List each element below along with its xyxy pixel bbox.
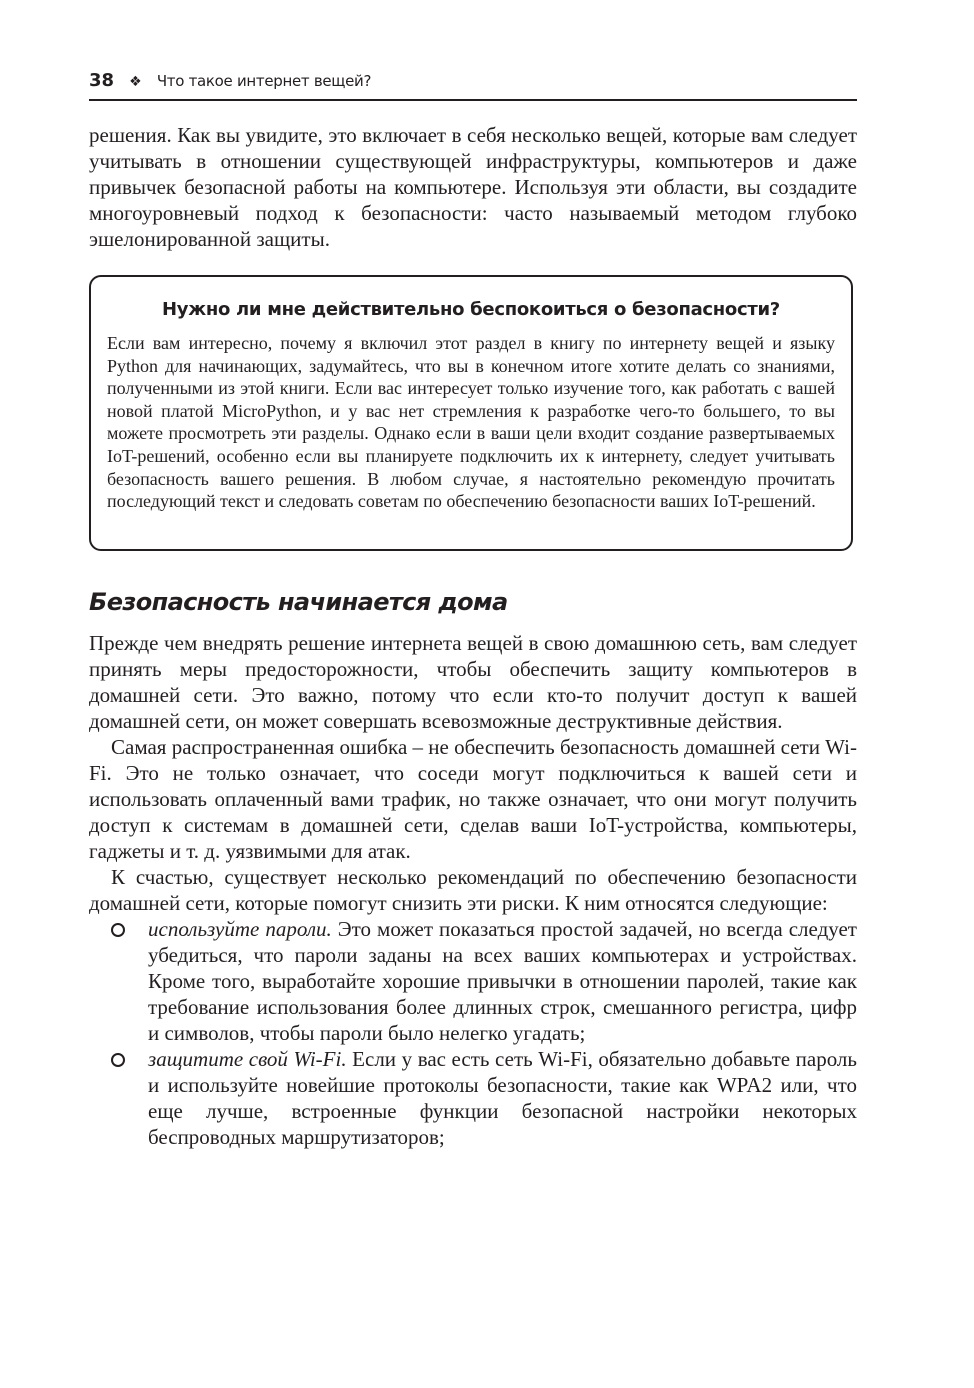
list-item-text: Если у вас есть сеть Wi-Fi, обязательно добавьте пароль и используйте новейшие протоколы безопасности, такие как WPA2 или, что еще лучше, встроенные функции безопасной настройки некоторых беспроводных маршрутизаторов; xyxy=(148,1047,857,1149)
running-header xyxy=(89,70,857,101)
page-number: 38 xyxy=(89,70,115,91)
paragraph: Самая распространенная ошибка – не обеспечить безопасность домашней сети Wi-Fi. Это не только означает, что соседи могут подключиться к вашей сети и использовать оплаченный вами трафик, но также означает, что они могут получить доступ к системам в домашней сети, сделав ваши IoT-устройства, компьютеры, гаджеты и т. д. уязвимыми для атак. xyxy=(89,735,857,863)
list-item xyxy=(89,916,857,1046)
chapter-title: Что такое интернет вещей? xyxy=(156,72,372,90)
paragraph: К счастью, существует несколько рекомендаций по обеспечению безопасности домашней сети, которые помогут снизить эти риски. К ним относятся следующие: xyxy=(89,865,857,915)
recommendations-list xyxy=(89,916,857,1150)
paragraph: решения. Как вы увидите, это включает в себя несколько вещей, которые вам следует учитывать в отношении существующей инфраструктуры, компьютеров и даже привычек безопасной работы на компьютере. Используя эти области, вы создадите многоуровневый подход к безопасности: часто называемый методом глубоко эшелонированной защиты. xyxy=(89,123,857,251)
list-item xyxy=(89,1046,857,1150)
list-item-lead: используйте пароли. xyxy=(148,917,332,941)
callout-box xyxy=(89,275,853,551)
list-item-lead: защитите свой Wi-Fi. xyxy=(148,1047,347,1071)
paragraph: Прежде чем внедрять решение интернета вещей в свою домашнюю сеть, вам следует принять меры предосторожности, чтобы обеспечить защиту компьютеров в домашней сети. Это важно, потому что если кто-то получит доступ к вашей домашней сети, он может совершать всевозможные деструктивные действия. xyxy=(89,631,857,733)
callout-title: Нужно ли мне действительно беспокоиться о безопасности? xyxy=(162,299,780,320)
ornament-icon: ❖ xyxy=(129,74,142,90)
section-heading: Безопасность начинается дома xyxy=(89,588,508,616)
list-item-text: Это может показаться простой задачей, но всегда следует убедиться, что пароли заданы на всех ваших компьютерах и устройствах. Кроме того, выработайте хорошие привычки в отношении паролей, такие как требование использования более длинных строк, смешанного регистра, цифр и символов, чтобы пароли было нелегко угадать; xyxy=(148,917,857,1045)
intro-paragraph xyxy=(89,122,857,252)
circle-bullet-icon xyxy=(111,923,125,937)
callout-body: Если вам интересно, почему я включил этот раздел в книгу по интернету вещей и языку Python для начинающих, задумайтесь, что вы в конечном итоге хотите делать со знаниями, полученными из этой книги. Если вас интересует только изучение того, как работать с вашей новой платой MicroPython, и у вас нет стремления к разработке чего-то большего, то вы можете просмотреть эти разделы. Однако если в ваши цели входит создание развертываемых IoT-решений, особенно если вы планируете подключить их к интернету, следует учитывать безопасность вашего решения. В любом случае, я настоятельно рекомендую прочитать последующий текст и следовать советам по обеспечению безопасности ваших IoT-решений. xyxy=(107,333,835,512)
section-body xyxy=(89,630,857,1150)
circle-bullet-icon xyxy=(111,1053,125,1067)
